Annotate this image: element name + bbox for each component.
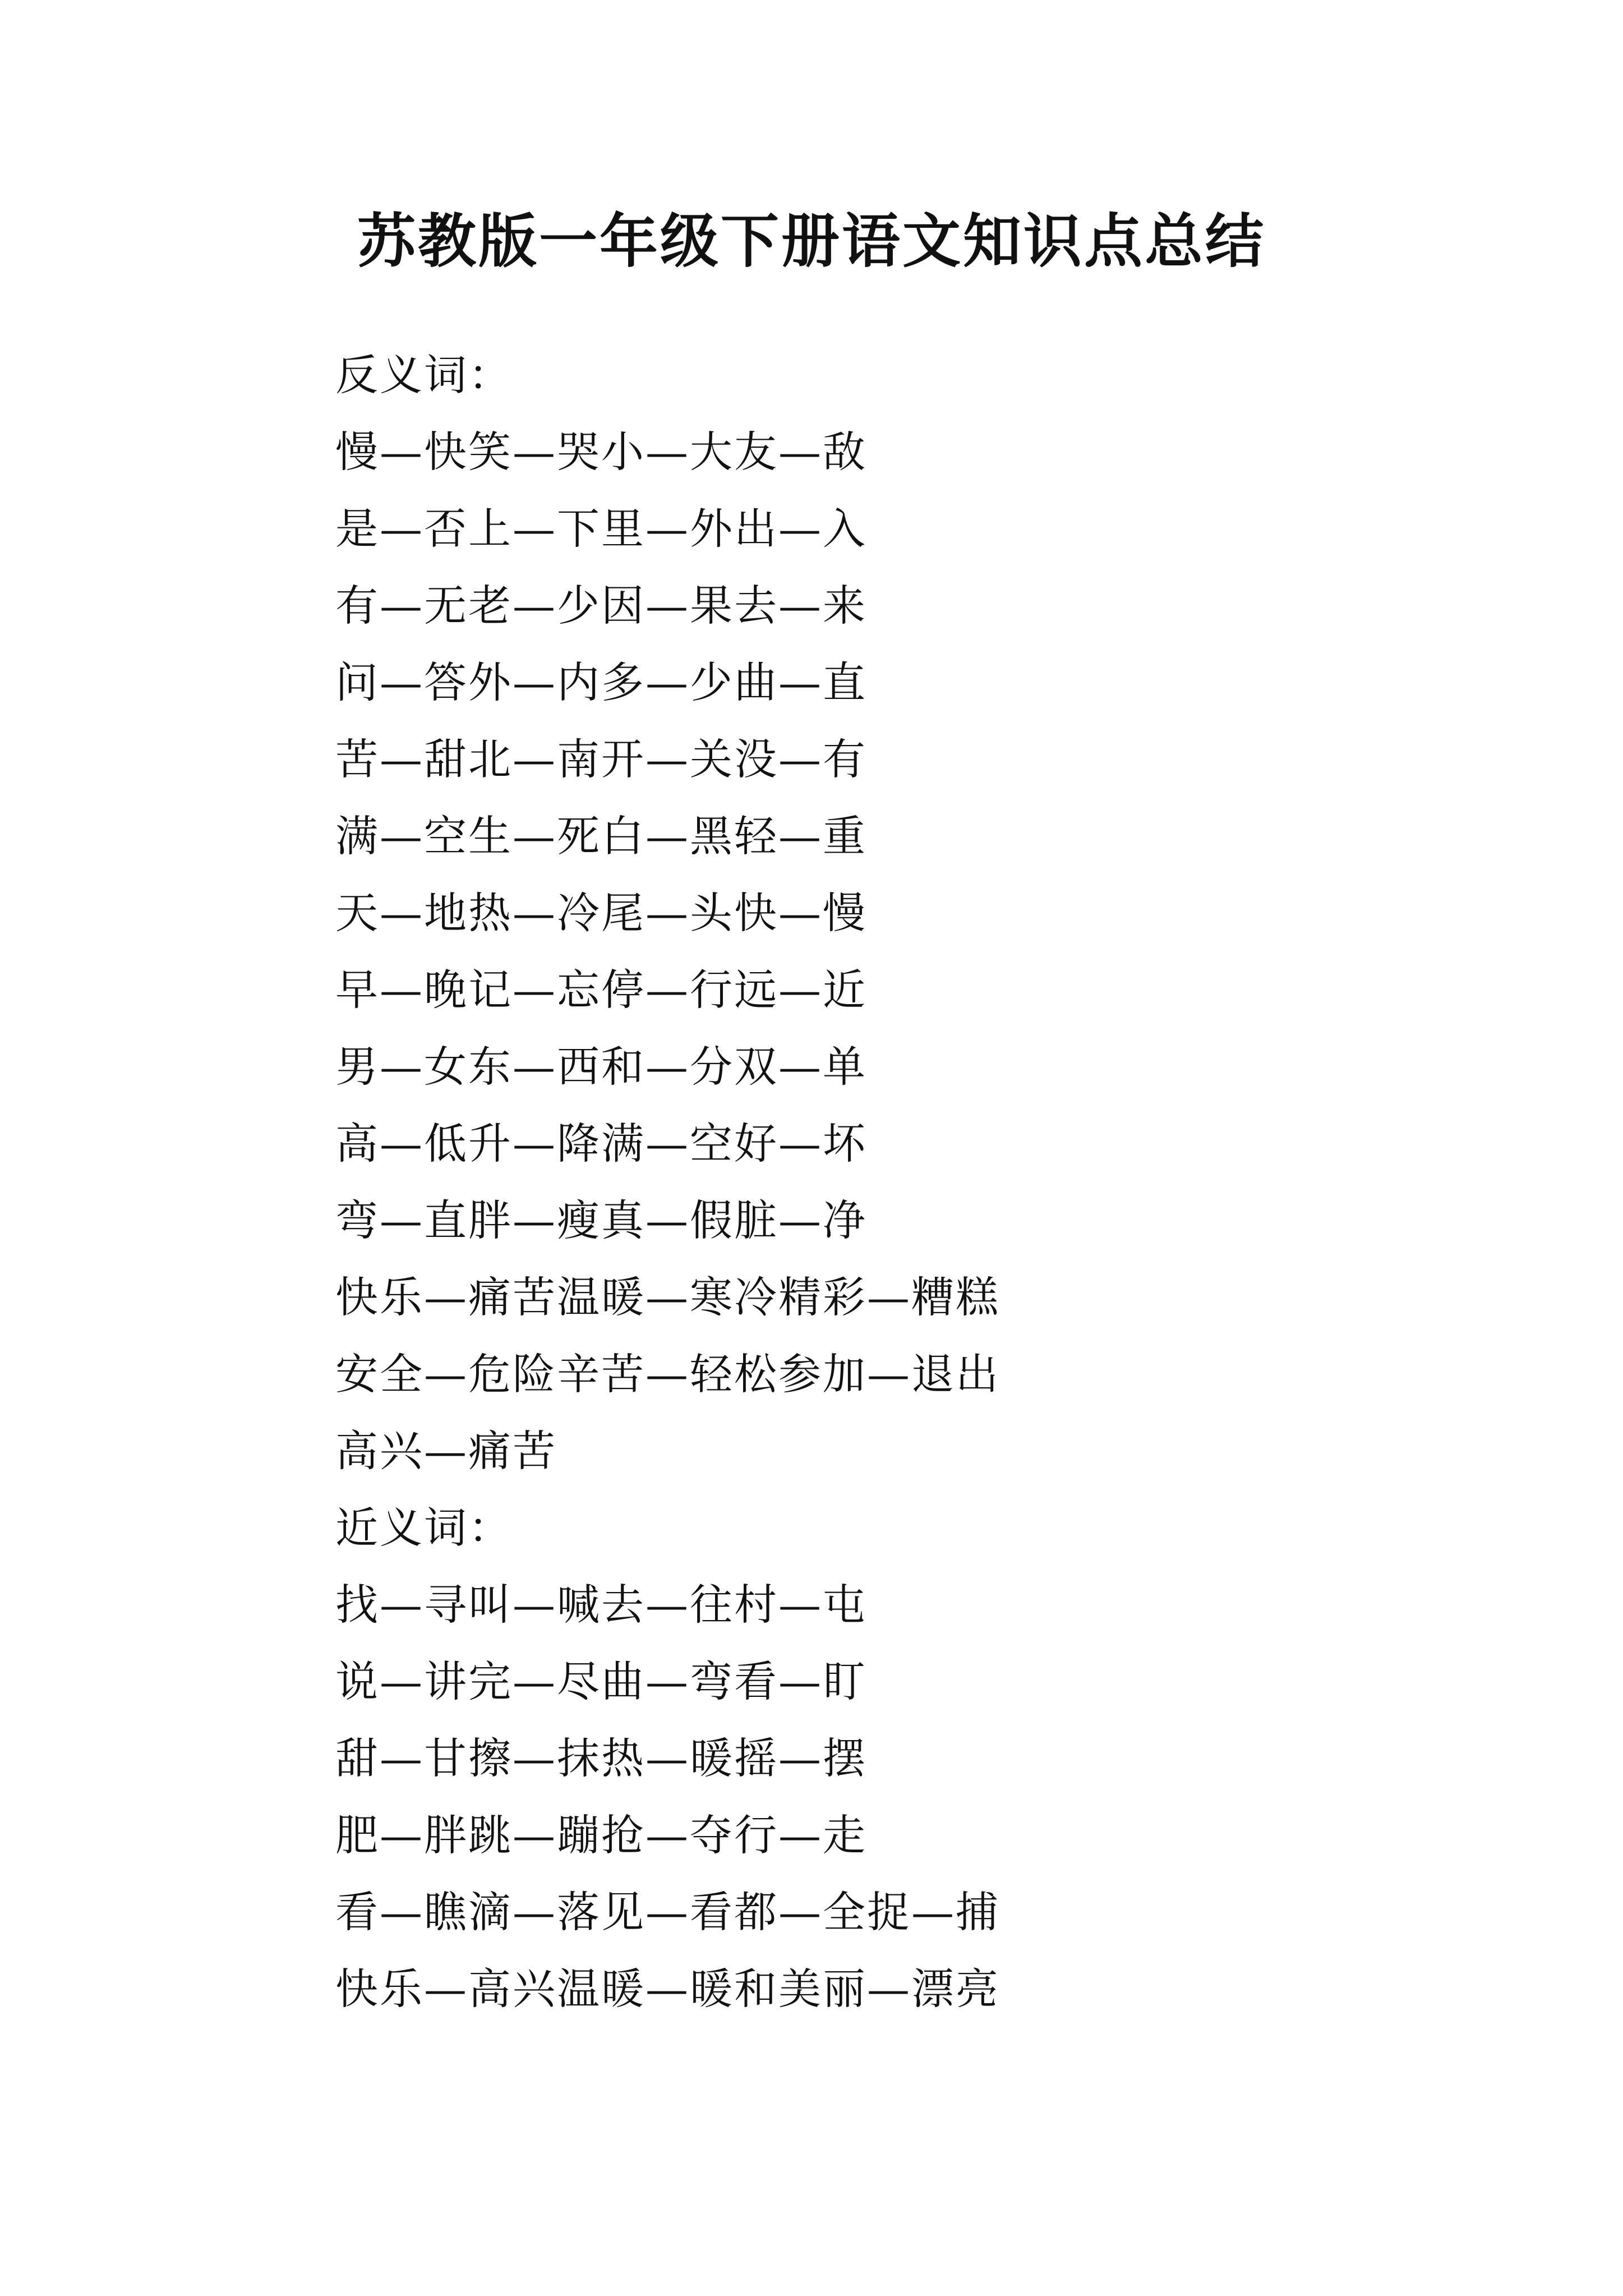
text-line: 找—寻叫—喊去—往村—屯 [335,1580,867,1630]
text-line: 是—否上—下里—外出—入 [335,504,867,554]
text-line: 男—女东—西和—分双—单 [335,1042,867,1092]
text-line: 天—地热—冷尾—头快—慢 [335,888,867,938]
text-line: 甜—甘擦—抹热—暖摇—摆 [335,1733,867,1783]
text-line: 慢—快笑—哭小—大友—敌 [335,427,867,477]
text-line: 快乐—痛苦温暖—寒冷精彩—糟糕 [335,1272,1000,1322]
text-line: 高兴—痛苦 [335,1426,557,1476]
text-line: 苦—甜北—南开—关没—有 [335,734,867,784]
text-line: 说—讲完—尽曲—弯看—盯 [335,1657,867,1706]
section-heading-synonyms: 近义词： [335,1503,513,1553]
text-line: 快乐—高兴温暖—暖和美丽—漂亮 [335,1964,1000,2014]
section-heading-antonyms: 反义词： [335,350,513,400]
text-line: 肥—胖跳—蹦抢—夺行—走 [335,1810,867,1860]
text-line: 满—空生—死白—黑轻—重 [335,811,867,861]
text-line: 看—瞧滴—落见—看都—全捉—捕 [335,1887,1000,1937]
text-line: 早—晚记—忘停—行远—近 [335,965,867,1015]
text-line: 高—低升—降满—空好—坏 [335,1119,867,1168]
text-line: 问—答外—内多—少曲—直 [335,657,867,707]
text-line: 弯—直胖—瘦真—假脏—净 [335,1195,867,1245]
text-line: 安全—危险辛苦—轻松参加—退出 [335,1349,1000,1399]
document-body [335,337,1513,2027]
document-title: 苏教版一年级下册语文知识点总结 [357,206,1266,275]
text-line: 有—无老—少因—果去—来 [335,581,867,631]
